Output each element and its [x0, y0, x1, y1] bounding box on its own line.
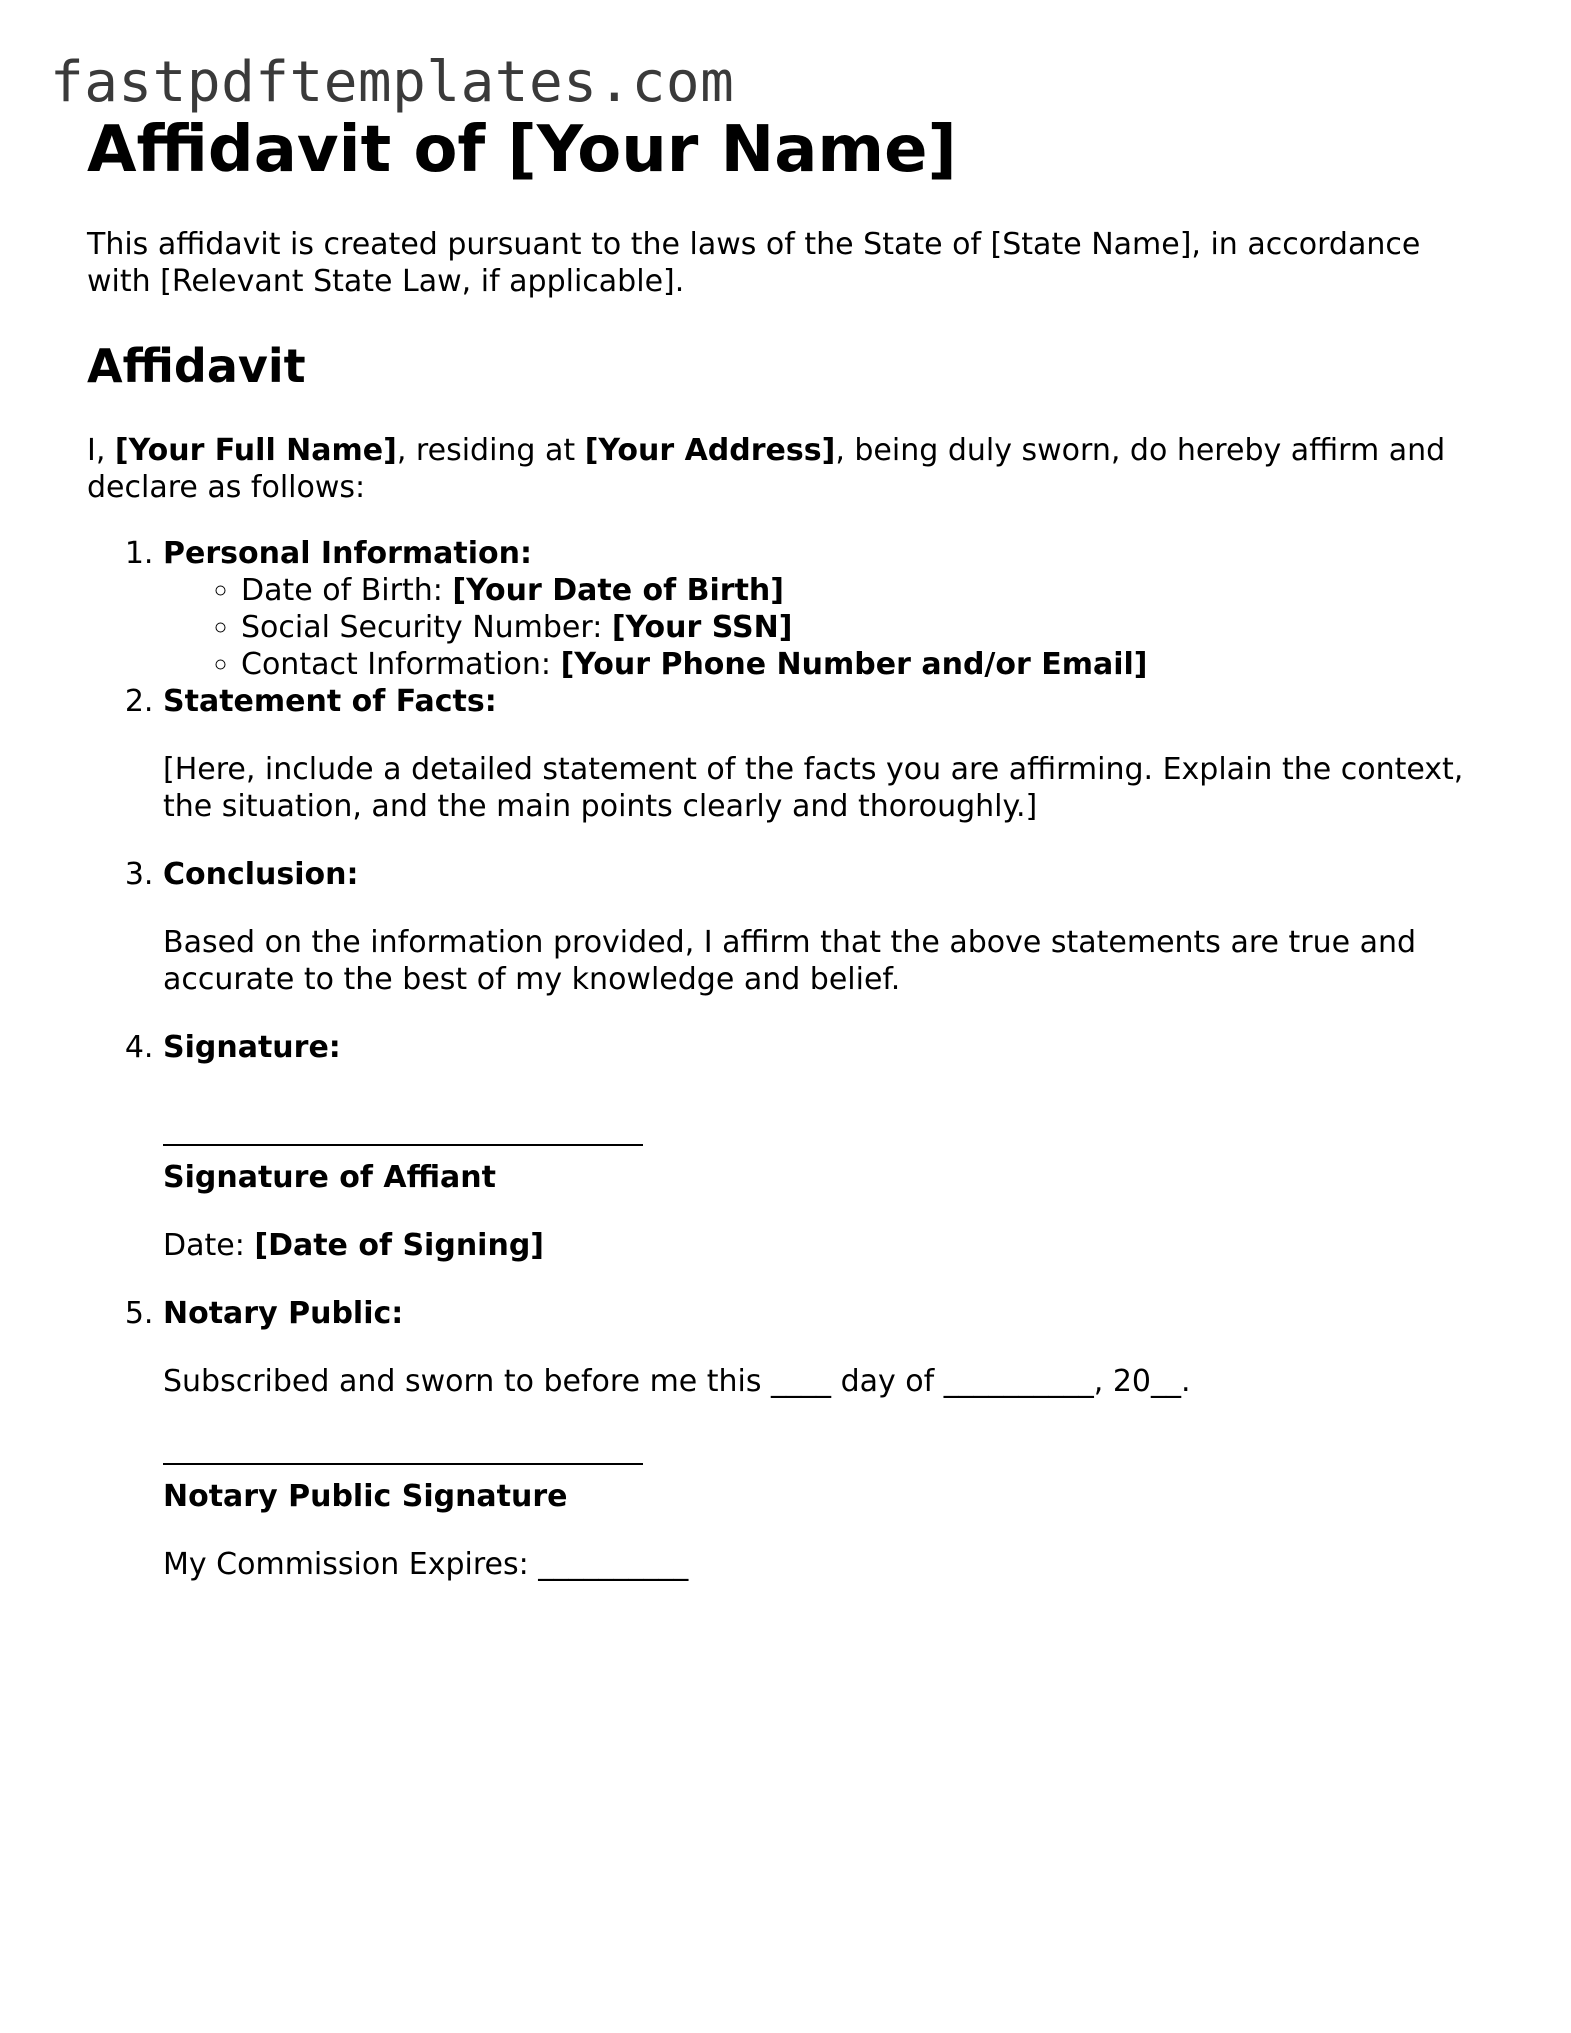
opening-paragraph: [87, 432, 1487, 506]
contact-value: [Your Phone Number and/or Email]: [560, 647, 1148, 682]
conclusion-text: Based on the information provided, I affirm that the above statements are true and accurate to the best of my knowledge and belief.: [163, 925, 1417, 997]
notary-signature-caption: [163, 1478, 1487, 1515]
watermark: fastpdftemplates.com: [50, 50, 735, 115]
affiant-signature-line[interactable]: [163, 1142, 643, 1146]
address-placeholder: [Your Address]: [584, 433, 836, 468]
contact-item: [241, 646, 1487, 683]
notary-signature-line[interactable]: [163, 1461, 643, 1465]
affiant-signature-line-wrap: [163, 1118, 1487, 1128]
personal-information-list: [163, 572, 1487, 683]
signature-heading: Signature:: [163, 1030, 341, 1065]
statement-of-facts-heading: Statement of Facts:: [163, 684, 497, 719]
ssn-label: Social Security Number:: [241, 610, 612, 645]
conclusion-heading: Conclusion:: [163, 857, 359, 892]
signing-date-line: [163, 1227, 1487, 1264]
commission-expires: My Commission Expires: __________: [163, 1547, 689, 1582]
ssn-item: [241, 609, 1487, 646]
ssn-value: [Your SSN]: [611, 610, 793, 645]
list-item-conclusion: [163, 856, 1487, 998]
full-name-placeholder: [Your Full Name]: [114, 433, 397, 468]
intro-paragraph: This affidavit is created pursuant to the laws of the State of [State Name], in accordance with [Relevant State Law, if applicable].: [87, 227, 1421, 299]
list-item-notary-public: [163, 1295, 1487, 1583]
list-item-personal-information: [163, 535, 1487, 683]
list-item-signature: [163, 1029, 1487, 1264]
document-page: [87, 110, 1487, 1583]
sworn-statement: Subscribed and sworn to before me this ____ day of __________, 20__.: [163, 1364, 1191, 1399]
notary-signature-caption-text: Notary Public Signature: [163, 1479, 568, 1514]
signing-date-value: [Date of Signing]: [254, 1228, 545, 1263]
contact-label: Contact Information:: [241, 647, 561, 682]
opening-prefix: I,: [87, 433, 115, 468]
affiant-signature-caption-text: Signature of Affiant: [163, 1160, 496, 1195]
affidavit-list: [87, 535, 1487, 1583]
document-title: Affidavit of [Your Name]: [87, 113, 957, 187]
signing-date-label: Date:: [163, 1228, 255, 1263]
date-of-birth-label: Date of Birth:: [241, 573, 453, 608]
list-item-statement-of-facts: [163, 683, 1487, 825]
notary-public-heading: Notary Public:: [163, 1296, 404, 1331]
date-of-birth-item: [241, 572, 1487, 609]
section-heading: Affidavit: [87, 339, 306, 393]
affiant-signature-caption: [163, 1159, 1487, 1196]
statement-of-facts-text: [Here, include a detailed statement of the facts you are affirming. Explain the context, the situation, and the main points clearly and thoroughly.]: [163, 752, 1464, 824]
notary-signature-line-wrap: [163, 1437, 1487, 1447]
opening-middle: , residing at: [396, 433, 585, 468]
date-of-birth-value: [Your Date of Birth]: [452, 573, 785, 608]
opening-suffix: , being duly sworn, do hereby affirm and declare as follows:: [87, 433, 1446, 505]
personal-information-heading: Personal Information:: [163, 536, 532, 571]
